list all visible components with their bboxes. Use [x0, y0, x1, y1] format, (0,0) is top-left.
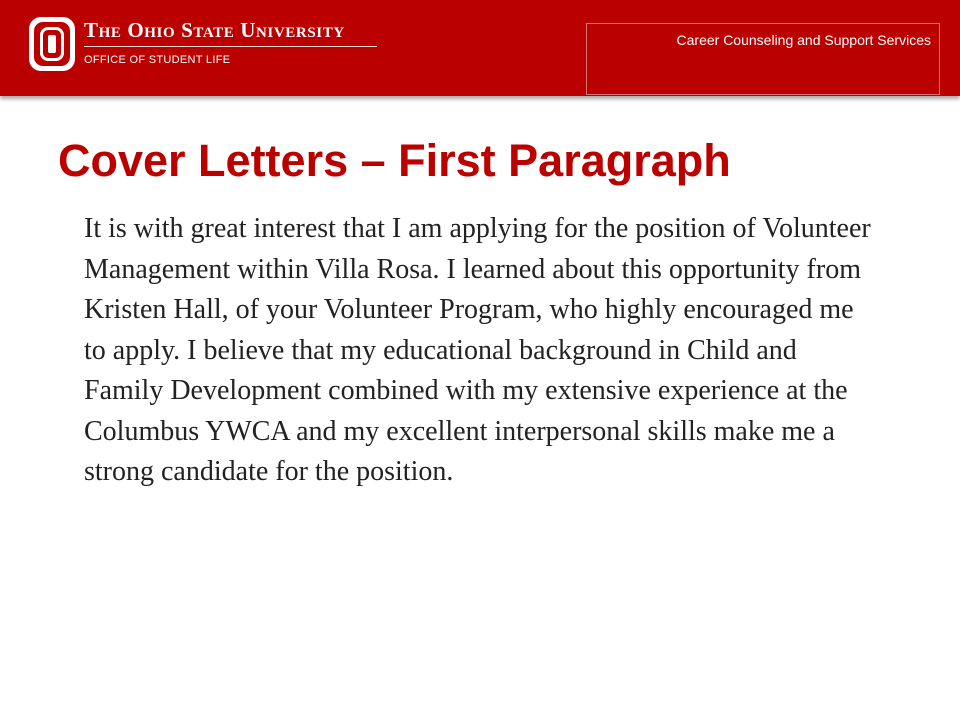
header-divider: [84, 46, 377, 47]
body-paragraph: It is with great interest that I am applying for the position of Volunteer Management within Villa Rosa. I learned about this opportunity from Kristen Hall, of your Volunteer Program, who highly encouraged me to apply. I believe that my educational background in Child and Family Development combined with my extensive experience at the Columbus YWCA and my excellent interpersonal skills make me a strong candidate for the position.: [84, 213, 871, 487]
header-banner: [0, 0, 960, 96]
university-name: The Ohio State University: [84, 18, 345, 42]
department-box: [586, 23, 940, 95]
department-label: Career Counseling and Support Services: [676, 32, 931, 48]
block-o-logo-icon: [28, 16, 76, 72]
office-name: OFFICE OF STUDENT LIFE: [84, 54, 231, 66]
slide-title: Cover Letters – First Paragraph: [58, 135, 731, 186]
